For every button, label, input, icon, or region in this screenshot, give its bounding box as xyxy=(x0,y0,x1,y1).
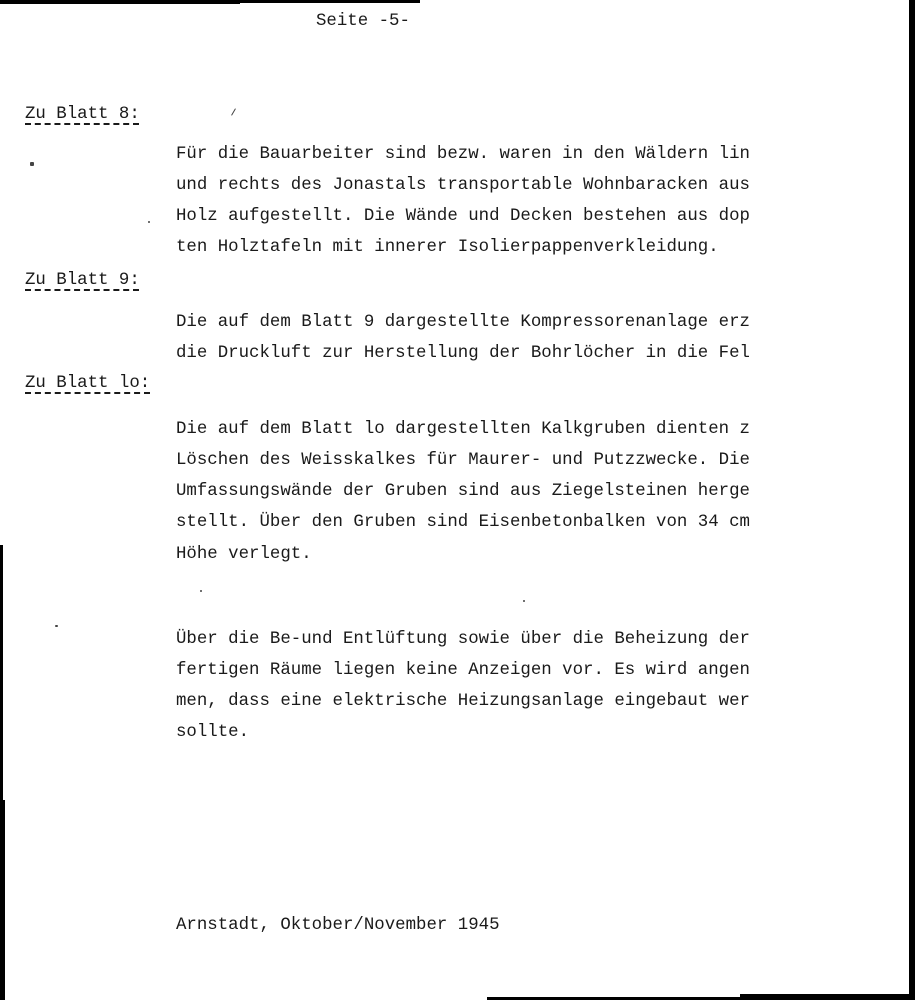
page-number-title: Seite -5- xyxy=(316,12,410,31)
place-and-date: Arnstadt, Oktober/November 1945 xyxy=(176,916,500,935)
body-line: Löschen des Weisskalkes für Maurer- und Putzzwecke. Die xyxy=(176,451,750,470)
body-line: und rechts des Jonastals transportable Wohnbaracken aus xyxy=(176,176,750,195)
body-line: Höhe verlegt. xyxy=(176,545,312,564)
closing-line: men, dass eine elektrische Heizungsanlage eingebaut wer xyxy=(176,692,750,711)
closing-line: sollte. xyxy=(176,723,250,742)
scan-speck xyxy=(55,625,58,627)
body-line: die Druckluft zur Herstellung der Bohrlöcher in die Fel xyxy=(176,344,750,363)
body-line: stellt. Über den Gruben sind Eisenbetonbalken von 34 cm xyxy=(176,513,750,532)
scan-edge-left-lower xyxy=(0,800,5,1000)
section-heading-blatt-8 xyxy=(25,105,140,125)
section-heading-blatt-10 xyxy=(25,374,150,394)
scan-edge-bottom-right xyxy=(740,994,915,997)
section-heading-blatt-9 xyxy=(25,271,140,291)
scan-speck xyxy=(30,162,34,166)
scan-speck xyxy=(523,600,525,602)
body-line: Die auf dem Blatt 9 dargestellte Kompressorenanlage erz xyxy=(176,313,750,332)
scan-speck xyxy=(200,590,202,592)
heading-text: Zu Blatt 9: xyxy=(25,271,140,290)
scan-speck xyxy=(231,108,236,115)
body-line: Umfassungswände der Gruben sind aus Ziegelsteinen herge xyxy=(176,482,750,501)
scan-edge-right xyxy=(909,0,915,1000)
closing-line: Über die Be-und Entlüftung sowie über die Beheizung der xyxy=(176,630,750,649)
heading-text: Zu Blatt 8: xyxy=(25,105,140,124)
scan-speck xyxy=(148,221,150,223)
closing-line: fertigen Räume liegen keine Anzeigen vor. Es wird angen xyxy=(176,661,750,680)
body-line: Für die Bauarbeiter sind bezw. waren in den Wäldern lin xyxy=(176,145,750,164)
scan-edge-top-inner xyxy=(0,3,240,4)
heading-text: Zu Blatt lo: xyxy=(25,374,151,393)
body-line: ten Holztafeln mit innerer Isolierpappenverkleidung. xyxy=(176,238,719,257)
body-line: Holz aufgestellt. Die Wände und Decken bestehen aus dop xyxy=(176,207,750,226)
body-line: Die auf dem Blatt lo dargestellten Kalkgruben dienten z xyxy=(176,420,750,439)
